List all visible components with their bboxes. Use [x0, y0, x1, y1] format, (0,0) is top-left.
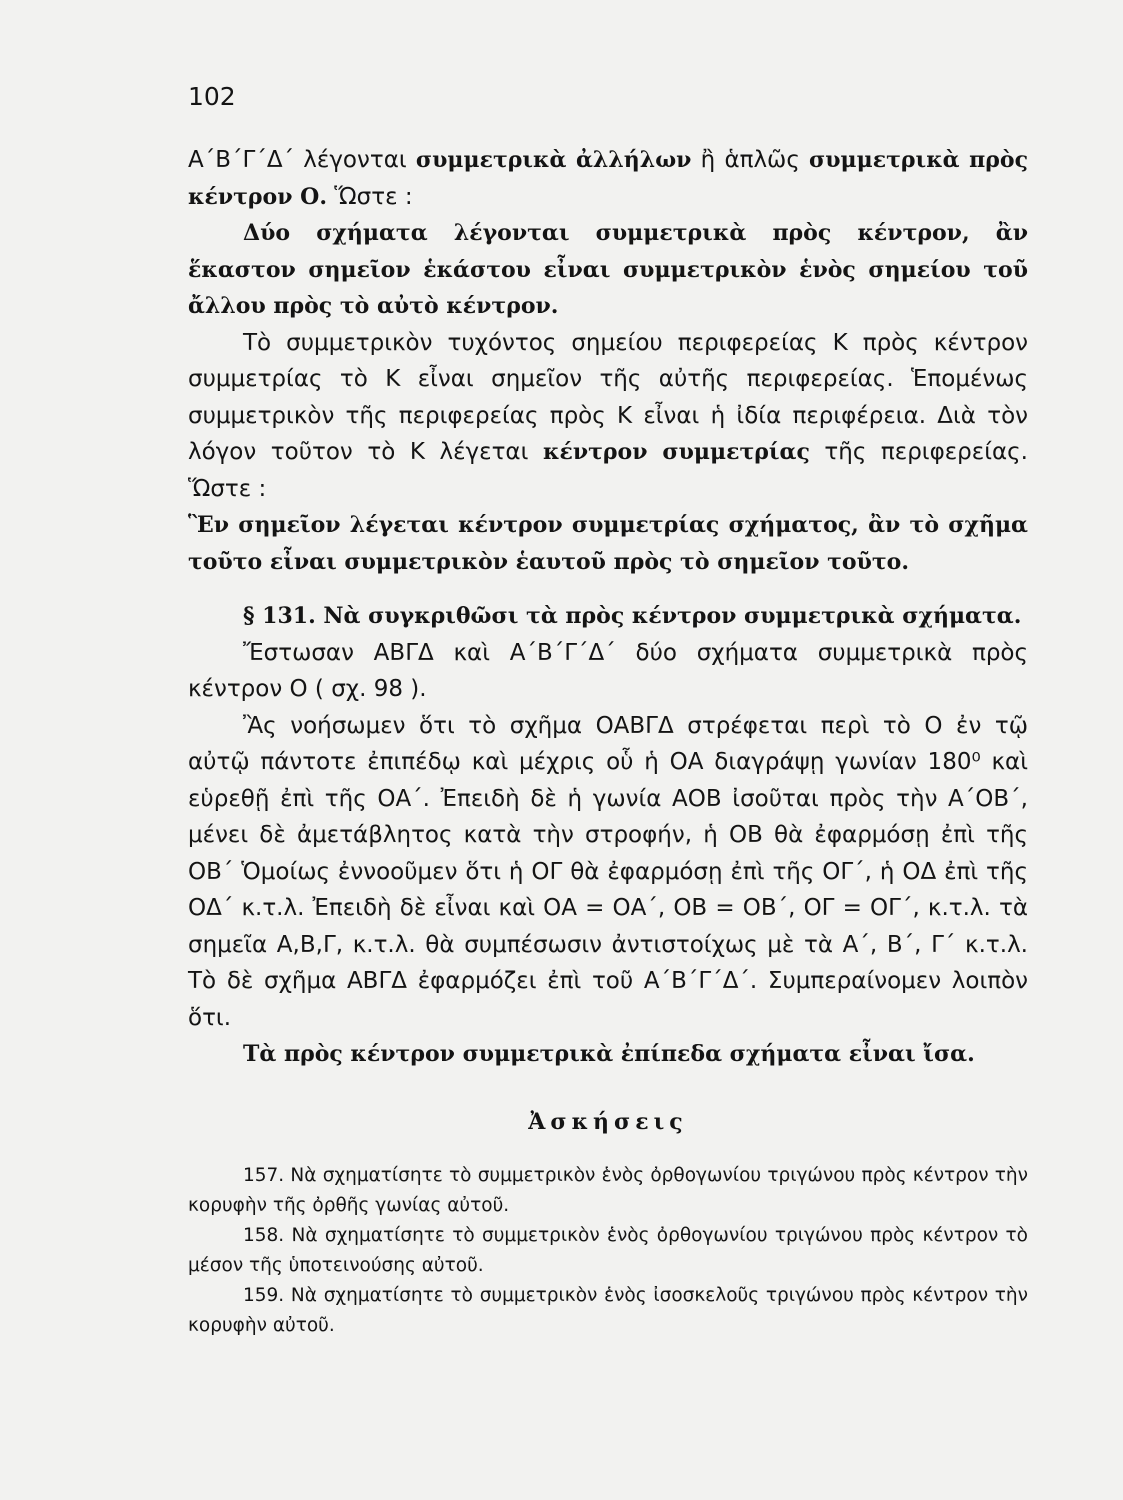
exercise-item: 159. Νὰ σχηματίσητε τὸ συμμετρικὸν ἑνὸς ἰσοσκελοῦς τριγώνου πρὸς κέντρον τὴν κορυφὴν αὐτοῦ.: [188, 1284, 1028, 1336]
page-body: [188, 142, 1028, 1341]
section-paragraph-1: Ἔστωσαν ΑΒΓΔ καὶ Α΄Β΄Γ΄Δ΄ δύο σχήματα συμμετρικὰ πρὸς κέντρον Ο ( σχ. 98 ).: [188, 639, 1028, 702]
definition-center-of-symmetry: Ἓν σημεῖον λέγεται κέντρον συμμετρίας σχήματος, ἂν τὸ σχῆμα τοῦτο εἶναι συμμετρικὸν ἑαυτοῦ πρὸς τὸ σημεῖον τοῦτο.: [188, 512, 1028, 575]
circle-text-1: Τὸ συμμετρικὸν τυχόντος σημείου περιφερείας Κ πρὸς κέντρον συμμετρίας τὸ Κ εἶναι σημεῖον τῆς αὐτῆς περιφερείας. Ἑπομένως συμμετρικὸν τῆς περιφερείας πρὸς Κ εἶναι ἡ ἰδία περιφέρεια. Διὰ τὸν λόγον τοῦτον τὸ Κ λέγεται: [188, 329, 1028, 465]
circle-text-2: τῆς περιφερείας. Ὥστε :: [188, 439, 1028, 502]
intro-text-1: Α΄Β΄Γ΄Δ΄ λέγονται: [188, 147, 416, 173]
intro-bold-1: συμμετρικὰ ἀλλήλων: [415, 147, 692, 173]
page-number: 102: [188, 82, 236, 111]
intro-text-3: Ὥστε :: [326, 183, 413, 210]
intro-paragraph: [188, 142, 1028, 215]
intro-text-2: ἢ ἁπλῶς: [691, 147, 810, 173]
circle-bold-1: κέντρον συμμετρίας: [542, 439, 810, 465]
exercise-item: 157. Νὰ σχηματίσητε τὸ συμμετρικὸν ἑνὸς ὀρθογωνίου τριγώνου πρὸς κέντρον τὴν κορυφὴν τῆς ὀρθῆς γωνίας αὐτοῦ.: [188, 1164, 1028, 1216]
circle-paragraph: [188, 325, 1028, 508]
definition-symmetric-figures: Δύο σχήματα λέγονται συμμετρικὰ πρὸς κέντρον, ἂν ἕκαστον σημεῖον ἑκάστου εἶναι συμμετρικὸν ἑνὸς σημείου τοῦ ἄλλου πρὸς τὸ αὐτὸ κέντρον.: [188, 220, 1028, 319]
section-title: § 131. Νὰ συγκριθῶσι τὰ πρὸς κέντρον συμμετρικὰ σχήματα.: [243, 603, 1022, 629]
intro-bold-2: συμμετρικὰ πρὸς κέντρον Ο.: [188, 147, 1028, 210]
exercise-item: 158. Νὰ σχηματίσητε τὸ συμμετρικὸν ἑνὸς ὀρθογωνίου τριγώνου πρὸς κέντρον τὸ μέσον τῆς ὑποτεινούσης αὐτοῦ.: [188, 1224, 1028, 1276]
conclusion-statement: Τὰ πρὸς κέντρον συμμετρικὰ ἐπίπεδα σχήματα εἶναι ἴσα.: [243, 1041, 975, 1067]
exercises-heading: Ἀσκήσεις: [528, 1108, 688, 1135]
section-paragraph-2: Ἂς νοήσωμεν ὅτι τὸ σχῆμα ΟΑΒΓΔ στρέφεται περὶ τὸ Ο ἐν τῷ αὐτῷ πάντοτε ἐπιπέδῳ καὶ μέχρις οὗ ἡ ΟΑ διαγράψῃ γωνίαν 180⁰ καὶ εὑρεθῇ ἐπὶ τῆς ΟΑ΄. Ἐπειδὴ δὲ ἡ γωνία ΑΟΒ ἰσοῦται πρὸς τὴν Α΄ΟΒ΄, μένει δὲ ἀμετάβλητος κατὰ τὴν στροφήν, ἡ ΟΒ θὰ ἐφαρμόσῃ ἐπὶ τῆς ΟΒ΄ Ὁμοίως ἐννοοῦμεν ὅτι ἡ ΟΓ θὰ ἐφαρμόσῃ ἐπὶ τῆς ΟΓ΄, ἡ ΟΔ ἐπὶ τῆς ΟΔ΄ κ.τ.λ. Ἐπειδὴ δὲ εἶναι καὶ ΟΑ = ΟΑ΄, ΟΒ = ΟΒ΄, ΟΓ = ΟΓ΄, κ.τ.λ. τὰ σημεῖα Α,Β,Γ, κ.τ.λ. θὰ συμπέσωσιν ἀντιστοίχως μὲ τὰ Α΄, Β΄, Γ΄ κ.τ.λ. Τὸ δὲ σχῆμα ΑΒΓΔ ἐφαρμόζει ἐπὶ τοῦ Α΄Β΄Γ΄Δ΄. Συμπεραίνομεν λοιπὸν ὅτι.: [188, 712, 1028, 1031]
